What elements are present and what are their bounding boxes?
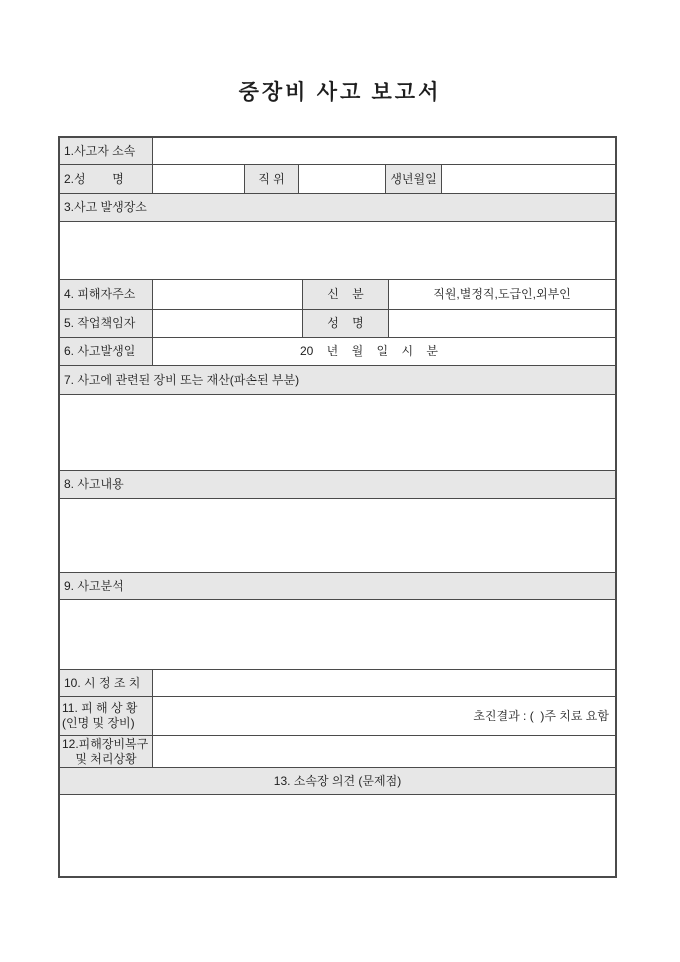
work-manager-input[interactable] <box>152 310 302 337</box>
damage-status-label-line2: (인명 및 장비) <box>62 716 135 730</box>
accident-report-form <box>58 136 617 878</box>
damage-status-label-line1: 11. 피 해 상 황 <box>62 701 138 715</box>
damage-status-label <box>60 697 152 735</box>
first-aid-note: 초진결과 : ( )주 치료 요함 <box>152 697 615 735</box>
affiliation-input[interactable] <box>152 138 615 164</box>
manager-name-input[interactable] <box>388 310 615 337</box>
analysis-input[interactable] <box>60 600 615 669</box>
work-manager-label: 5. 작업책임자 <box>60 310 152 337</box>
birthdate-label: 생년월일 <box>385 165 441 193</box>
row-affiliation <box>60 138 615 164</box>
equipment-recovery-input[interactable] <box>152 736 615 767</box>
equipment-recovery-label-line1: 12.피해장비복구 <box>62 736 149 751</box>
location-input[interactable] <box>60 222 615 279</box>
row-details-body <box>60 498 615 572</box>
opinion-header-label: 13. 소속장 의견 (문제점) <box>60 768 615 794</box>
location-header-label: 3.사고 발생장소 <box>60 194 615 221</box>
name-input[interactable] <box>152 165 244 193</box>
identity-label: 신 분 <box>302 280 388 309</box>
accident-date-label: 6. 사고발생일 <box>60 338 152 365</box>
page-title: 중장비 사고 보고서 <box>238 80 442 104</box>
equipment-recovery-label <box>60 736 152 767</box>
victim-address-label: 4. 피해자주소 <box>60 280 152 309</box>
equipment-recovery-label-line2: 및 처리상황 <box>75 751 137 766</box>
opinion-input[interactable] <box>60 795 615 876</box>
row-analysis-body <box>60 599 615 669</box>
position-input[interactable] <box>298 165 385 193</box>
row-name <box>60 164 615 193</box>
row-opinion-body <box>60 794 615 876</box>
row-corrective-action <box>60 669 615 696</box>
row-damage-status <box>60 696 615 735</box>
equipment-header-label: 7. 사고에 관련된 장비 또는 재산(파손된 부분) <box>60 366 615 394</box>
row-equipment-recovery <box>60 735 615 767</box>
corrective-action-input[interactable] <box>152 670 615 696</box>
equipment-input[interactable] <box>60 395 615 470</box>
manager-name-label: 성 명 <box>302 310 388 337</box>
affiliation-label: 1.사고자 소속 <box>60 138 152 164</box>
details-header-label: 8. 사고내용 <box>60 471 615 498</box>
row-victim-address <box>60 279 615 309</box>
identity-options: 직원,별정직,도급인,외부인 <box>388 280 615 309</box>
name-label: 2.성 명 <box>60 165 152 193</box>
row-analysis-header <box>60 572 615 599</box>
details-input[interactable] <box>60 499 615 572</box>
victim-address-input[interactable] <box>152 280 302 309</box>
row-equipment-body <box>60 394 615 470</box>
row-equipment-header <box>60 365 615 394</box>
accident-date-input[interactable]: 20 년 월 일 시 분 <box>152 338 615 365</box>
corrective-action-label: 10. 시 정 조 치 <box>60 670 152 696</box>
analysis-header-label: 9. 사고분석 <box>60 573 615 599</box>
row-work-manager <box>60 309 615 337</box>
position-label: 직 위 <box>244 165 298 193</box>
row-opinion-header <box>60 767 615 794</box>
row-location-header <box>60 193 615 221</box>
row-accident-date <box>60 337 615 365</box>
birthdate-input[interactable] <box>441 165 615 193</box>
row-location-body <box>60 221 615 279</box>
row-details-header <box>60 470 615 498</box>
